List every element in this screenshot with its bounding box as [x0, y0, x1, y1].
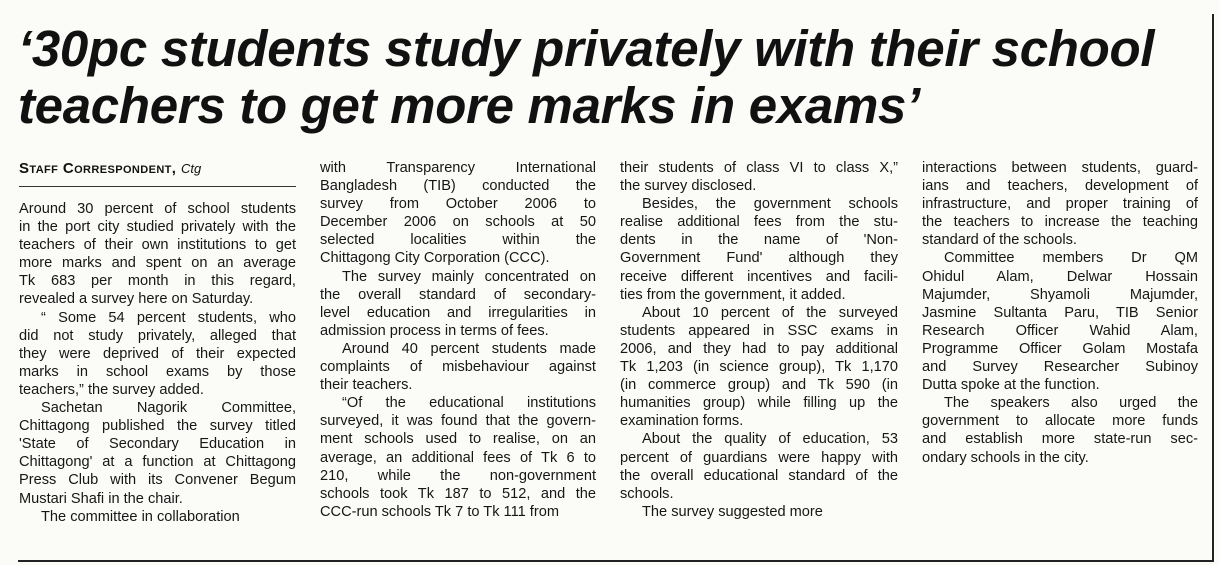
- article-line: December 2006 on schools at 50: [320, 214, 596, 231]
- article-line: did not study privately, alleged that: [19, 327, 296, 344]
- article-line: schools took Tk 187 to 512, and the: [320, 485, 596, 502]
- article-line: 210, while the non-government: [320, 467, 596, 484]
- article-line: revealed a survey here on Saturday.: [19, 291, 254, 308]
- byline: [19, 160, 296, 177]
- article-line: admission process in terms of fees.: [320, 322, 549, 339]
- article-column-1: [19, 200, 296, 526]
- article-column-3: [620, 159, 898, 521]
- byline-location: Ctg: [180, 161, 202, 176]
- article-line: Programme Officer Golam Mostafa: [922, 340, 1198, 357]
- article-line: Chittagong published the survey titled: [19, 418, 296, 435]
- article-line: Government Fund' although they: [620, 250, 898, 267]
- article-line: surveyed, it was found that the govern-: [320, 413, 596, 430]
- article-line: the teachers to increase the teaching: [922, 214, 1198, 231]
- article-line: humanities group) while filling up the: [620, 395, 898, 412]
- article-line: they were deprived of their expected: [19, 345, 296, 362]
- article-line: ians and teachers, development of: [922, 178, 1198, 195]
- article-line: and establish more state-run sec-: [922, 431, 1198, 448]
- article-line: students appeared in SSC exams in: [620, 322, 898, 339]
- headline-line-1: ‘30pc students study privately with their school: [18, 20, 1155, 77]
- article-line: About the quality of education, 53: [642, 431, 898, 448]
- article-line: ment schools used to realise, on an: [320, 431, 596, 448]
- article-line: The speakers also urged the: [944, 395, 1198, 412]
- article-line: their students of class VI to class X,”: [620, 160, 898, 176]
- article-line: Mustari Shafi in the chair.: [19, 490, 183, 507]
- article-line: realise additional fees from the stu-: [620, 214, 898, 231]
- article-line: their teachers.: [320, 377, 413, 394]
- article-line: The survey mainly concentrated on: [342, 268, 596, 285]
- article-line: examination forms.: [620, 413, 744, 430]
- article-line: survey from October 2006 to: [320, 196, 596, 213]
- article-line: Ohidul Alam, Delwar Hossain: [922, 268, 1198, 285]
- article-line: Around 30 percent of school students: [19, 201, 296, 217]
- article-line: Majumder, Shyamoli Majumder,: [922, 286, 1198, 303]
- article-line: teachers of their own institutions to get: [19, 237, 296, 254]
- article-line: Research Officer Wahid Alam,: [922, 322, 1198, 339]
- bottom-border-rule: [18, 560, 1214, 562]
- article-line: with Transparency International: [320, 160, 596, 176]
- article-line: 2006, and they had to pay additional: [620, 340, 898, 357]
- article-line: “ Some 54 percent students, who: [41, 309, 296, 326]
- article-line: interactions between students, guard-: [922, 160, 1198, 176]
- article-line: marks in school exams by those: [19, 363, 296, 380]
- article-line: Jasmine Sultanta Paru, TIB Senior: [922, 304, 1198, 321]
- article-line: dents in the name of 'Non-: [620, 232, 898, 249]
- article-line: receive different incentives and facili-: [620, 268, 898, 285]
- article-line: more marks and spent on an average: [19, 255, 296, 272]
- article-line: ties from the government, it added.: [620, 286, 846, 303]
- article-line: average, an additional fees of Tk 6 to: [320, 449, 596, 466]
- article-line: Tk 1,203 (in science group), Tk 1,170: [620, 359, 898, 376]
- article-line: level education and irregularities in: [320, 304, 596, 321]
- right-border-rule: [1212, 14, 1214, 562]
- article-line: Tk 683 per month in this regard,: [19, 273, 296, 290]
- article-line: the overall standard of secondary-: [320, 286, 596, 303]
- article-line: standard of the schools.: [922, 232, 1077, 249]
- article-line: teachers,” the survey added.: [19, 381, 204, 398]
- article-line: government to allocate more funds: [922, 413, 1198, 430]
- headline-line-2: teachers to get more marks in exams’: [18, 77, 920, 134]
- article-line: The survey suggested more: [642, 503, 823, 520]
- article-line: 'State of Secondary Education in: [19, 436, 296, 453]
- article-line: Committee members Dr QM: [944, 250, 1198, 267]
- article-line: Besides, the government schools: [642, 196, 898, 213]
- article-line: (in commerce group) and Tk 590 (in: [620, 377, 898, 394]
- article-line: and Survey Researcher Subinoy: [922, 359, 1198, 376]
- article-line: About 10 percent of the surveyed: [642, 304, 898, 321]
- article-line: in the port city studied privately with the: [19, 219, 296, 236]
- article-line: Bangladesh (TIB) conducted the: [320, 178, 596, 195]
- byline-name: Staff Correspondent,: [19, 160, 177, 177]
- article-line: Dutta spoke at the function.: [922, 377, 1100, 394]
- article-line: “Of the educational institutions: [342, 395, 596, 412]
- article-line: CCC-run schools Tk 7 to Tk 111 from: [320, 503, 559, 520]
- article-line: Chittagong' at a function at Chittagong: [19, 454, 296, 471]
- article-line: infrastructure, and proper training of: [922, 196, 1198, 213]
- article-line: Around 40 percent students made: [342, 340, 596, 357]
- article-line: Sachetan Nagorik Committee,: [41, 400, 296, 417]
- byline-divider: [19, 186, 296, 187]
- article-column-4: [922, 159, 1198, 467]
- article-line: the overall educational standard of the: [620, 467, 898, 484]
- headline: [18, 20, 1208, 134]
- article-line: ondary schools in the city.: [922, 449, 1089, 466]
- article-line: percent of guardians were happy with: [620, 449, 898, 466]
- article-line: complaints of misbehaviour against: [320, 359, 596, 376]
- article-line: selected localities within the: [320, 232, 596, 249]
- article-line: the survey disclosed.: [620, 178, 757, 195]
- article-line: The committee in collaboration: [41, 508, 240, 525]
- article-line: schools.: [620, 485, 674, 502]
- article-line: Press Club with its Convener Begum: [19, 472, 296, 489]
- article-line: Chittagong City Corporation (CCC).: [320, 250, 550, 267]
- article-column-2: [320, 159, 596, 521]
